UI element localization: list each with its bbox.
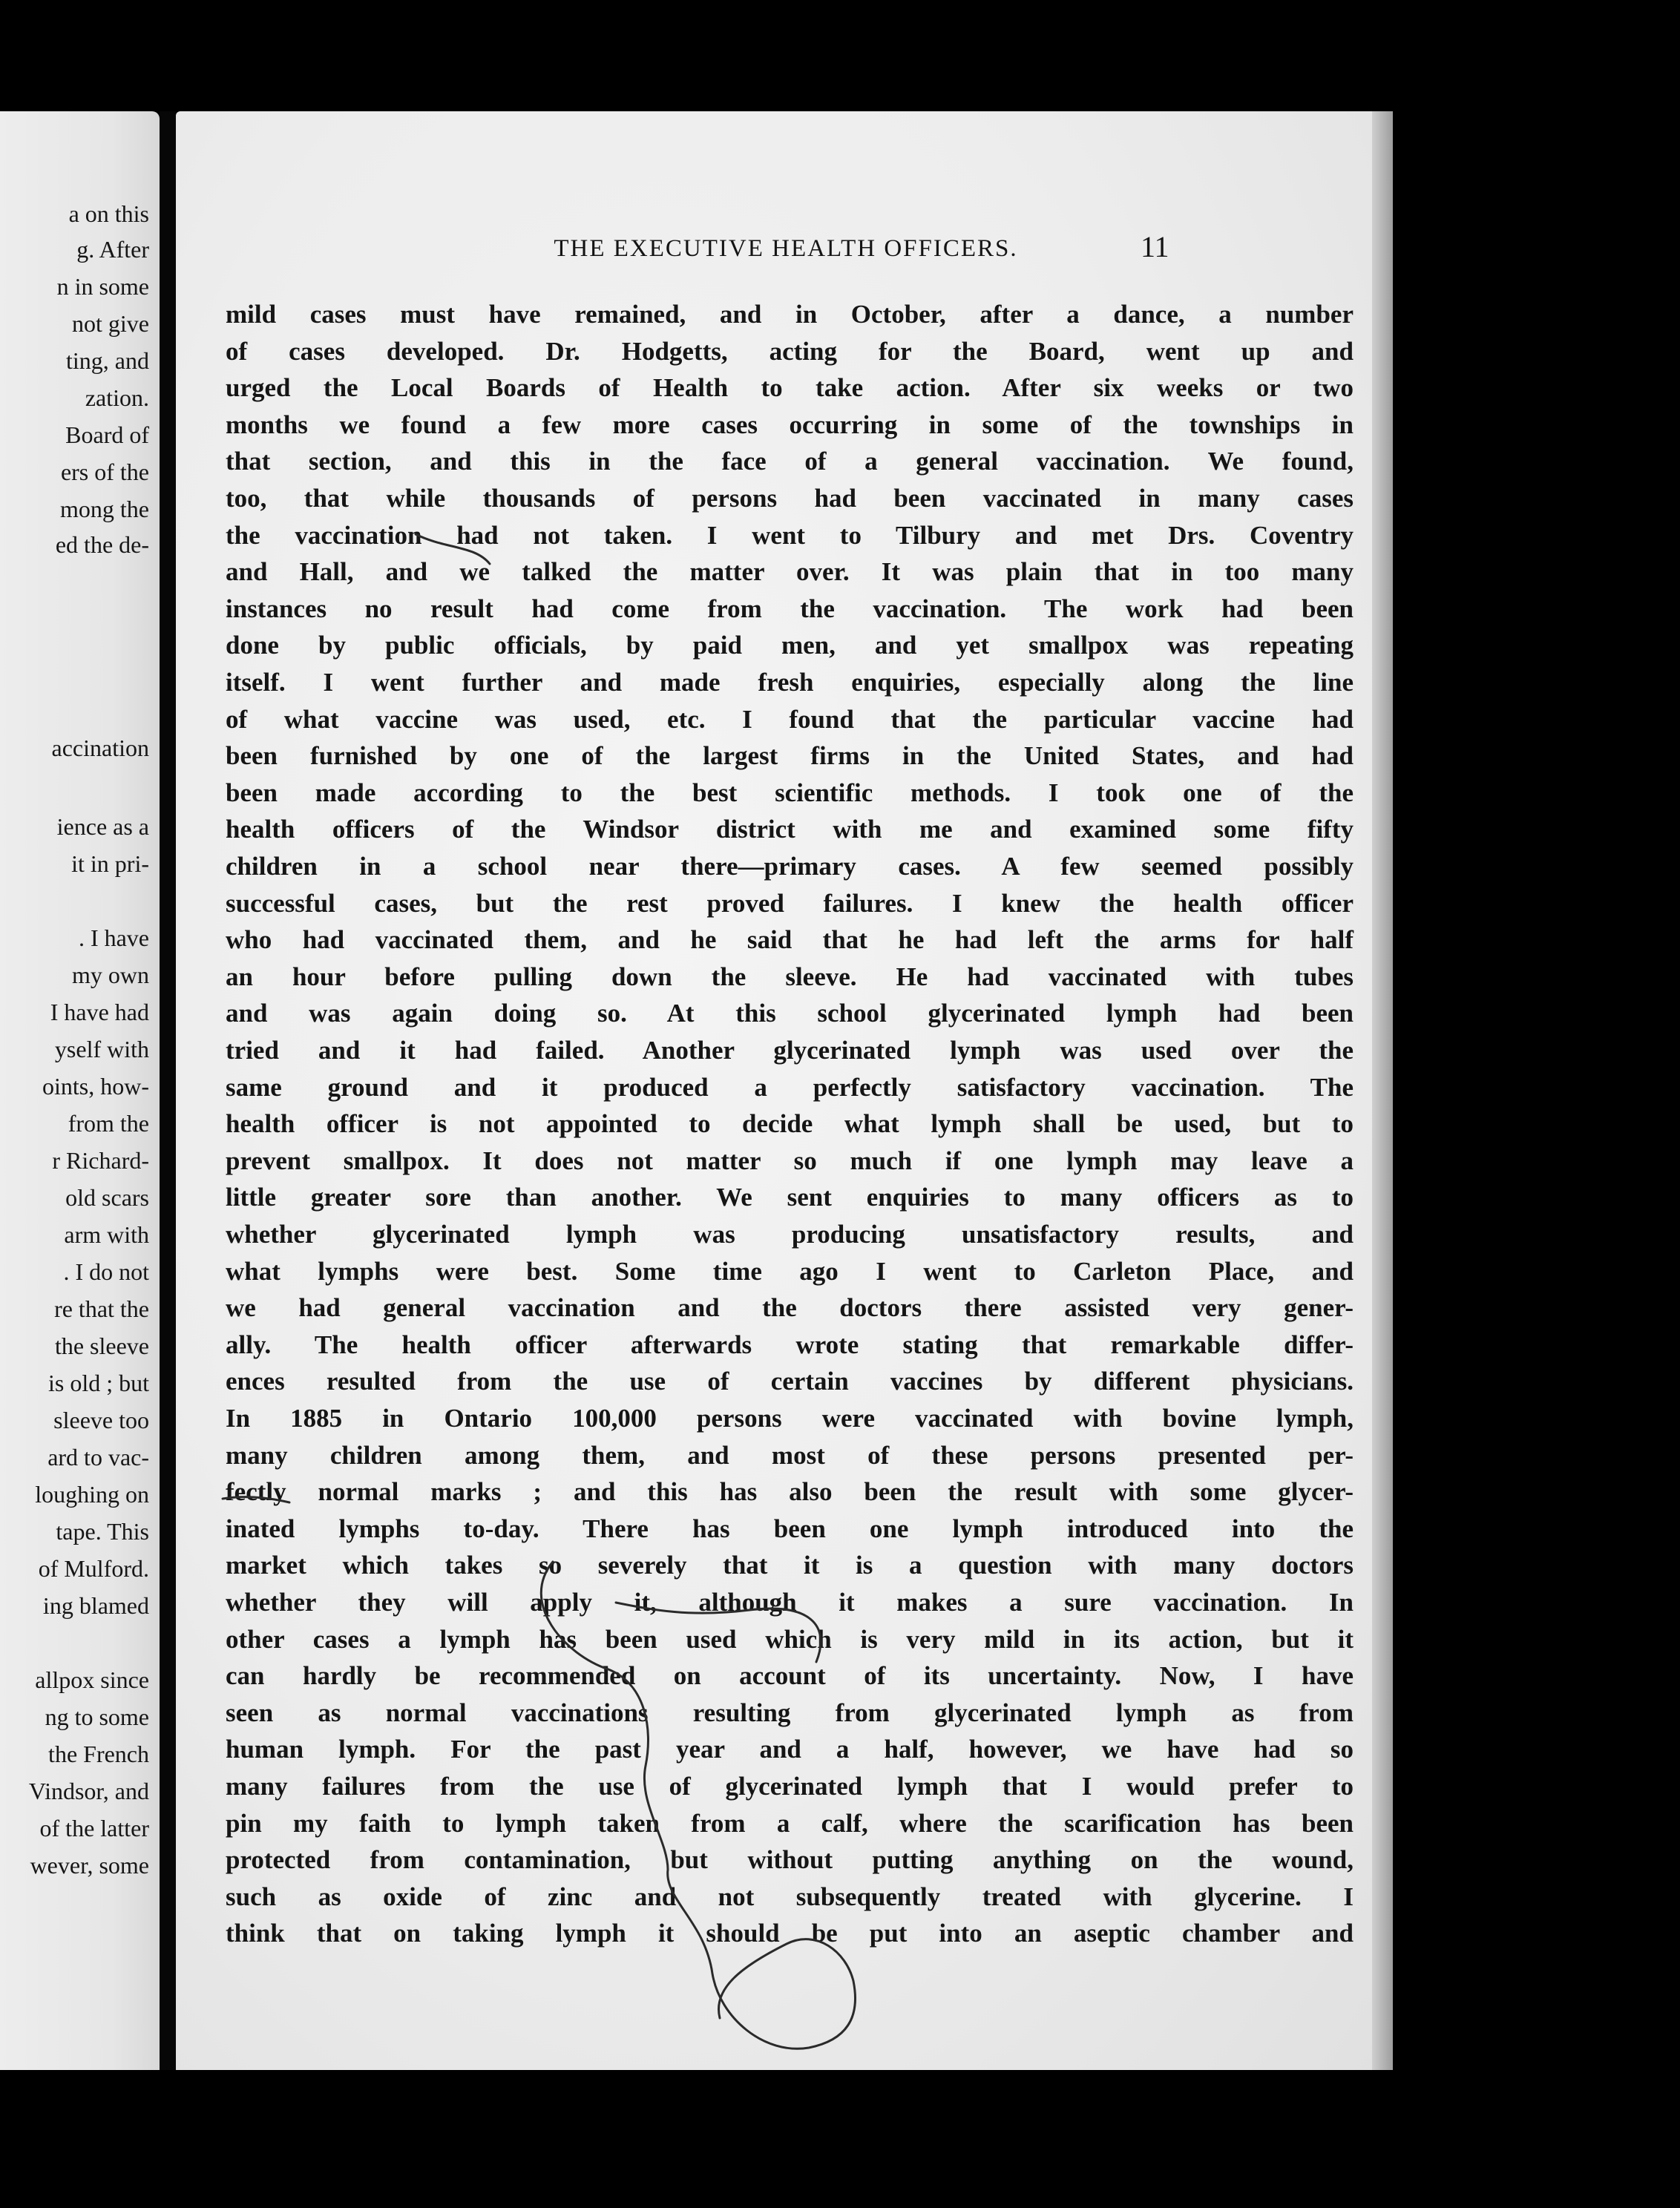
left-page-fragment: from the bbox=[68, 1110, 149, 1137]
text-line: of what vaccine was used, etc. I found that the particular vaccine had bbox=[226, 705, 1353, 734]
text-line: whether they will apply it, although it makes a sure vaccination. In bbox=[226, 1588, 1353, 1617]
left-page-fragment: the sleeve bbox=[54, 1333, 149, 1359]
left-page-fragment: old scars bbox=[65, 1184, 149, 1211]
text-line: fectly normal marks ; and this has also been the result with some glycer- bbox=[226, 1477, 1353, 1506]
text-line: health officers of the Windsor district with me and examined some fifty bbox=[226, 815, 1353, 844]
left-page-fragment: ed the de- bbox=[55, 531, 149, 558]
left-page-fragment: mong the bbox=[60, 496, 149, 522]
text-line: and was again doing so. At this school glycerinated lymph had been bbox=[226, 999, 1353, 1028]
left-page-fragment: . I have bbox=[78, 924, 149, 951]
text-line: prevent smallpox. It does not matter so much if one lymph may leave a bbox=[226, 1146, 1353, 1175]
left-page-fragment: I have had bbox=[50, 999, 149, 1025]
running-head: THE EXECUTIVE HEALTH OFFICERS. bbox=[554, 235, 1018, 262]
text-line: urged the Local Boards of Health to take action. After six weeks or two bbox=[226, 373, 1353, 402]
text-line: same ground and it produced a perfectly satisfactory vaccination. The bbox=[226, 1073, 1353, 1102]
text-line: that section, and this in the face of a general vaccination. We found, bbox=[226, 447, 1353, 476]
left-page-fragment: of the latter bbox=[39, 1815, 149, 1841]
text-line: many children among them, and most of these persons presented per- bbox=[226, 1441, 1353, 1470]
text-line: seen as normal vaccinations resulting from glycerinated lymph as from bbox=[226, 1698, 1353, 1727]
text-line: months we found a few more cases occurring in some of the townships in bbox=[226, 410, 1353, 439]
left-page-fragment: n in some bbox=[56, 273, 149, 300]
left-page-fragment: not give bbox=[72, 310, 149, 337]
left-page-fragment: oints, how- bbox=[42, 1073, 149, 1100]
left-page-fragment: ing blamed bbox=[42, 1592, 149, 1619]
left-page-fragment: a on this bbox=[68, 200, 149, 227]
left-page-fragment: sleeve too bbox=[53, 1407, 149, 1433]
text-line: instances no result had come from the vaccination. The work had been bbox=[226, 594, 1353, 623]
left-facing-page bbox=[0, 111, 160, 2070]
left-page-fragment: the French bbox=[48, 1741, 149, 1767]
text-line: tried and it had failed. Another glycerinated lymph was used over the bbox=[226, 1036, 1353, 1065]
text-line: such as oxide of zinc and not subsequently treated with glycerine. I bbox=[226, 1882, 1353, 1911]
text-line: In 1885 in Ontario 100,000 persons were vaccinated with bovine lymph, bbox=[226, 1404, 1353, 1433]
left-page-fragment: g. After bbox=[76, 236, 149, 263]
text-line: ally. The health officer afterwards wrote stating that remarkable differ- bbox=[226, 1330, 1353, 1359]
text-line: too, that while thousands of persons had been vaccinated in many cases bbox=[226, 484, 1353, 513]
left-page-fragment: Vindsor, and bbox=[28, 1778, 149, 1804]
book-gutter bbox=[160, 111, 176, 2070]
left-page-fragment: loughing on bbox=[35, 1481, 149, 1508]
text-line: the vaccination had not taken. I went to Tilbury and met Drs. Coventry bbox=[226, 521, 1353, 550]
text-line: and Hall, and we talked the matter over. It was plain that in too many bbox=[226, 557, 1353, 586]
text-line: health officer is not appointed to decide what lymph shall be used, but to bbox=[226, 1109, 1353, 1138]
left-page-fragment: zation. bbox=[85, 384, 149, 411]
text-line: an hour before pulling down the sleeve. He had vaccinated with tubes bbox=[226, 962, 1353, 991]
text-line: pin my faith to lymph taken from a calf, where the scarification has been bbox=[226, 1809, 1353, 1838]
text-line: of cases developed. Dr. Hodgetts, acting for the Board, went up and bbox=[226, 337, 1353, 366]
left-page-fragment: it in pri- bbox=[71, 850, 149, 877]
left-page-fragment: ard to vac- bbox=[47, 1444, 149, 1471]
main-page bbox=[176, 111, 1393, 2070]
text-line: human lymph. For the past year and a half, however, we have had so bbox=[226, 1735, 1353, 1764]
text-line: many failures from the use of glycerinated lymph that I would prefer to bbox=[226, 1772, 1353, 1801]
left-page-fragment: wever, some bbox=[30, 1852, 149, 1879]
text-line: successful cases, but the rest proved failures. I knew the health officer bbox=[226, 889, 1353, 918]
left-page-fragment: yself with bbox=[54, 1036, 149, 1062]
left-page-fragment: r Richard- bbox=[52, 1147, 149, 1174]
left-page-fragment: re that the bbox=[54, 1295, 149, 1322]
text-line: itself. I went further and made fresh enquiries, especially along the line bbox=[226, 668, 1353, 697]
text-line: protected from contamination, but without putting anything on the wound, bbox=[226, 1845, 1353, 1874]
left-page-fragment: ience as a bbox=[56, 813, 149, 840]
text-line: other cases a lymph has been used which is very mild in its action, but it bbox=[226, 1625, 1353, 1654]
text-line: children in a school near there—primary cases. A few seemed possibly bbox=[226, 852, 1353, 881]
text-line: mild cases must have remained, and in October, after a dance, a number bbox=[226, 300, 1353, 329]
text-line: been made according to the best scientific methods. I took one of the bbox=[226, 778, 1353, 807]
text-line: we had general vaccination and the doctors there assisted very gener- bbox=[226, 1293, 1353, 1322]
left-page-fragment: arm with bbox=[64, 1221, 149, 1248]
text-line: think that on taking lymph it should be put into an aseptic chamber and bbox=[226, 1919, 1353, 1948]
left-page-fragment: ting, and bbox=[66, 347, 149, 374]
text-line: done by public officials, by paid men, and yet smallpox was repeating bbox=[226, 631, 1353, 660]
text-line: been furnished by one of the largest firms in the United States, and had bbox=[226, 741, 1353, 770]
left-page-fragment: accination bbox=[51, 735, 149, 761]
text-line: whether glycerinated lymph was producing unsatisfactory results, and bbox=[226, 1220, 1353, 1249]
text-line: ences resulted from the use of certain vaccines by different physicians. bbox=[226, 1367, 1353, 1396]
left-page-fragment: Board of bbox=[65, 421, 149, 448]
left-page-fragment: . I do not bbox=[63, 1258, 149, 1285]
left-page-fragment: is old ; but bbox=[47, 1370, 149, 1396]
left-page-fragment: ng to some bbox=[45, 1703, 149, 1730]
left-page-fragment: ers of the bbox=[60, 459, 149, 485]
text-line: who had vaccinated them, and he said that he had left the arms for half bbox=[226, 925, 1353, 954]
left-page-fragment: of Mulford. bbox=[38, 1555, 149, 1582]
text-line: little greater sore than another. We sent enquiries to many officers as to bbox=[226, 1183, 1353, 1212]
text-line: what lymphs were best. Some time ago I went to Carleton Place, and bbox=[226, 1257, 1353, 1286]
page-edge bbox=[1372, 111, 1393, 2070]
left-page-fragment: allpox since bbox=[35, 1666, 149, 1693]
text-line: inated lymphs to-day. There has been one lymph introduced into the bbox=[226, 1514, 1353, 1543]
text-line: can hardly be recommended on account of its uncertainty. Now, I have bbox=[226, 1661, 1353, 1690]
left-page-fragment: my own bbox=[72, 962, 149, 988]
page-number: 11 bbox=[1141, 230, 1169, 263]
left-page-fragment: tape. This bbox=[56, 1518, 149, 1545]
text-line: market which takes so severely that it is a question with many doctors bbox=[226, 1551, 1353, 1580]
